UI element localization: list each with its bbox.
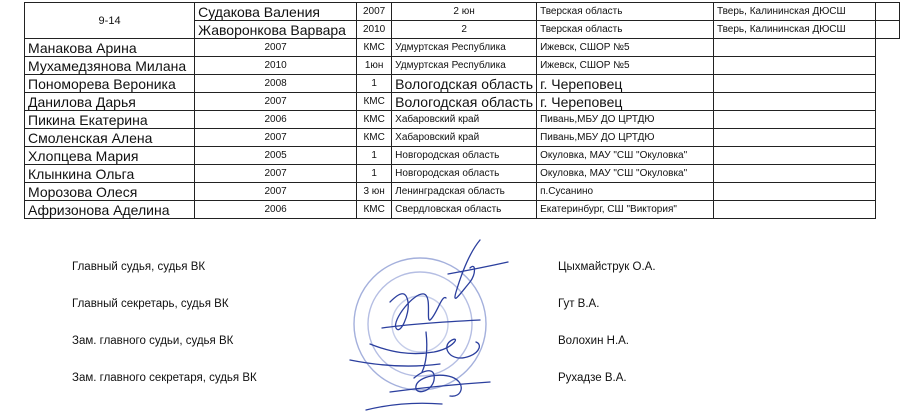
empty-cell [876,21,900,39]
region-cell: Новгородская область [392,147,537,165]
athlete-name-cell: Пикина Екатерина [25,111,195,129]
table-row [25,165,900,183]
city-club-cell: г. Череповец [537,93,714,111]
official-name: Волохин Н.А. [558,335,630,347]
table-row [25,93,900,111]
official-role: Главный секретарь, судья ВК [72,298,229,310]
region-cell: Ленинградская область [392,183,537,201]
city-club-cell: Екатеринбург, СШ "Виктория" [537,201,714,219]
athlete-name-cell: Мухамедзянова Милана [25,57,195,75]
empty-cell [876,3,900,21]
empty-cell [713,39,875,57]
athlete-name-cell: Морозова Олеся [25,183,195,201]
birth-year-cell: 2007 [195,165,357,183]
sports-rank-cell: 1 [357,75,392,93]
city-club-cell: Ижевск, СШОР №5 [537,57,714,75]
handwritten-signatures [350,240,508,410]
athlete-name-cell: Данилова Дарья [25,93,195,111]
sports-rank-cell: 2 [392,21,537,39]
table-row [25,183,900,201]
birth-year-cell: 2007 [357,3,392,21]
city-club-cell: Пивань,МБУ ДО ЦРТДЮ [537,129,714,147]
region-cell: Хабаровский край [392,129,537,147]
table-row [25,201,900,219]
sports-rank-cell: КМС [357,129,392,147]
region-cell: Тверская область [537,21,714,39]
birth-year-cell: 2010 [357,21,392,39]
empty-cell [713,75,875,93]
official-name: Гут В.А. [558,298,600,310]
row-place-cell: 9-14 [25,3,195,39]
table-row [25,111,900,129]
city-club-cell: Окуловка, МАУ "СШ "Окуловка" [537,165,714,183]
city-club-cell: п.Сусанино [537,183,714,201]
sports-rank-cell: КМС [357,111,392,129]
empty-cell [713,57,875,75]
official-name: Рухадзе В.А. [558,372,627,384]
table-row [25,3,900,21]
official-role: Зам. главного секретаря, судья ВК [72,372,257,384]
birth-year-cell: 2007 [195,39,357,57]
results-table-body [25,3,900,219]
sports-rank-cell: 3 юн [357,183,392,201]
empty-cell [713,147,875,165]
city-club-cell: г. Череповец [537,75,714,93]
athlete-name-cell: Манакова Арина [25,39,195,57]
athlete-name-cell: Судакова Валения [195,3,357,21]
table-row [25,129,900,147]
results-table [24,2,900,219]
stamp-seal [354,258,486,390]
city-club-cell: Тверь, Калининская ДЮСШ [713,21,875,39]
athlete-name-cell: Пономорева Вероника [25,75,195,93]
birth-year-cell: 2005 [195,147,357,165]
official-role: Зам. главного судьи, судья ВК [72,335,234,347]
official-role: Главный судья, судья ВК [72,261,206,273]
empty-cell [713,183,875,201]
sports-rank-cell: 1юн [357,57,392,75]
empty-cell [713,201,875,219]
table-row [25,57,900,75]
city-club-cell: Тверь, Калининская ДЮСШ [713,3,875,21]
birth-year-cell: 2007 [195,183,357,201]
athlete-name-cell: Жаворонкова Варвара [195,21,357,39]
birth-year-cell: 2007 [195,93,357,111]
table-row [25,147,900,165]
region-cell: Свердловская область [392,201,537,219]
region-cell: Тверская область [537,3,714,21]
empty-cell [713,165,875,183]
sports-rank-cell: КМС [357,39,392,57]
city-club-cell: Окуловка, МАУ "СШ "Окуловка" [537,147,714,165]
athlete-name-cell: Клынкина Ольга [25,165,195,183]
region-cell: Хабаровский край [392,111,537,129]
empty-cell [713,111,875,129]
region-cell: Удмуртская Республика [392,39,537,57]
sports-rank-cell: 1 [357,165,392,183]
athlete-name-cell: Смоленская Алена [25,129,195,147]
athlete-name-cell: Афризонова Аделина [25,201,195,219]
birth-year-cell: 2006 [195,201,357,219]
table-row [25,39,900,57]
sports-rank-cell: 1 [357,147,392,165]
athlete-name-cell: Хлопцева Мария [25,147,195,165]
city-club-cell: Пивань,МБУ ДО ЦРТДЮ [537,111,714,129]
birth-year-cell: 2006 [195,111,357,129]
sports-rank-cell: КМС [357,93,392,111]
official-name: Цыхмайструк О.А. [558,261,656,273]
table-row [25,75,900,93]
empty-cell [713,93,875,111]
empty-cell [713,129,875,147]
sports-rank-cell: 2 юн [392,3,537,21]
birth-year-cell: 2010 [195,57,357,75]
birth-year-cell: 2007 [195,129,357,147]
region-cell: Вологодская область [392,93,537,111]
seal-and-signatures-image [330,232,550,417]
region-cell: Вологодская область [392,75,537,93]
birth-year-cell: 2008 [195,75,357,93]
city-club-cell: Ижевск, СШОР №5 [537,39,714,57]
region-cell: Новгородская область [392,165,537,183]
sports-rank-cell: КМС [357,201,392,219]
region-cell: Удмуртская Республика [392,57,537,75]
